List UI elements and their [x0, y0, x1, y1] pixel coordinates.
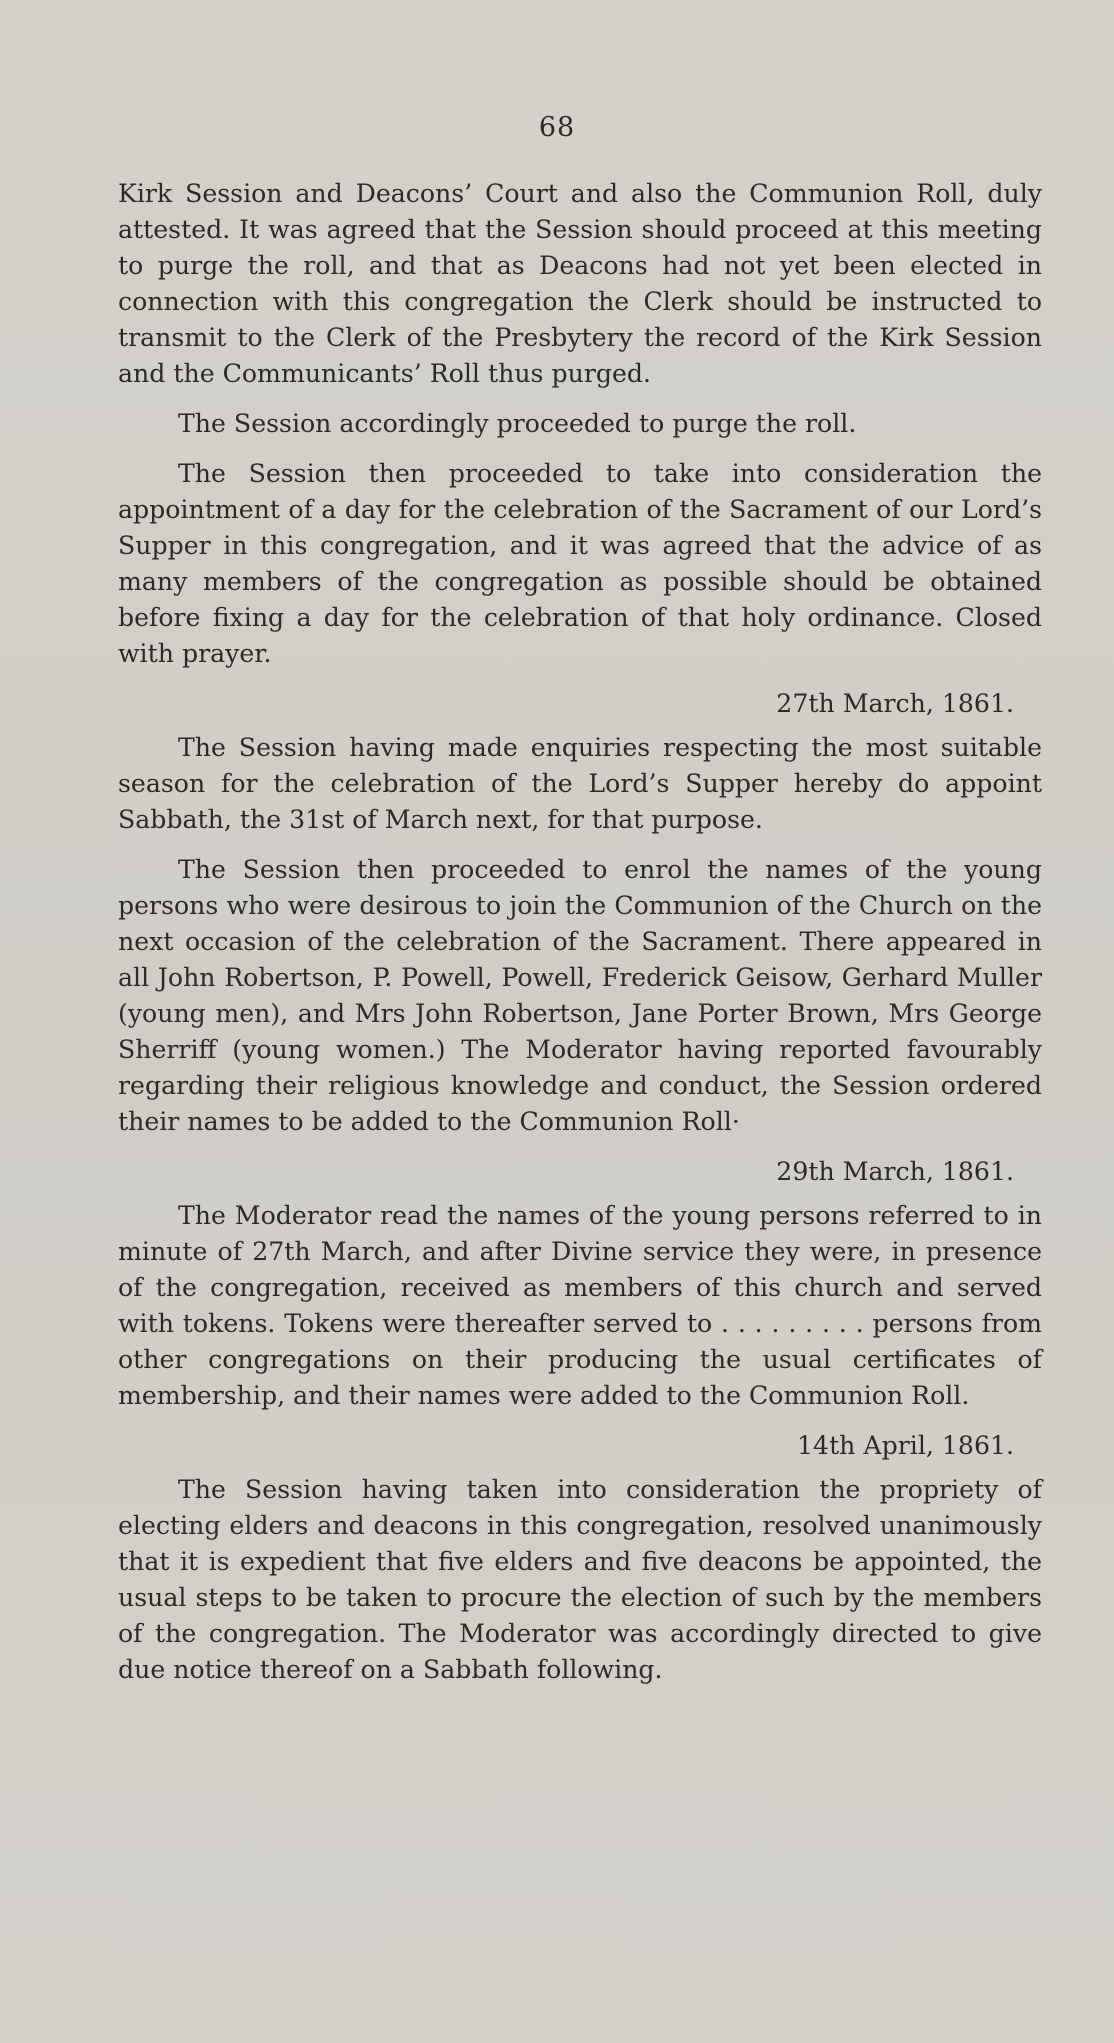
paragraph-sacrament-day: The Session then proceeded to take into consideration the appointment of a day for the celebration of the Sacrament of our Lord’s Supper in this congregation, and it was agreed that the advice of as many members of the congregation as possible should be obtained before fixing a day for the celebration of that holy ordinance. Closed with prayer. [118, 459, 1042, 668]
page-number: 68 [538, 112, 576, 143]
paragraph-elders-deacons: The Session having taken into consideration the propriety of electing elders and deacons in this congregation, resolved unanimously that it is expedient that five elders and five deacons be appointed, the usual steps to be taken to procure the election of such by the members of the congregation. The Moderator was accordingly directed to give due notice thereof on a Sabbath following. [118, 1475, 1042, 1684]
paragraph-appoint-sabbath: The Session having made enquiries respecting the most suitable season for the celebration of the Lord’s Supper hereby do appoint Sabbath, the 31st of March next, for that purpose. [118, 733, 1042, 834]
paragraph-purge-roll: The Session accordingly proceeded to purge the roll. [178, 409, 857, 438]
date-heading-27-march: 27th March, 1861. [776, 689, 1014, 718]
paragraph-tokens: The Moderator read the names of the young persons referred to in minute of 27th March, and after Divine service they were, in presence of the congregation, received as members of this church and served with tokens. Tokens were thereafter served to . . . . . . . . . persons from other congregations on their producing the usual certificates of membership, and their names were added to the Communion Roll. [118, 1201, 1042, 1410]
paragraph-enrol-names: The Session then proceeded to enrol the names of the young persons who were desirous to join the Communion of the Church on the next occasion of the celebration of the Sacrament. There appeared in all John Robertson, P. Powell, Powell, Frederick Geisow, Gerhard Muller (young men), and Mrs John Robertson, Jane Porter Brown, Mrs George Sherriff (young women.) The Moderator having reported favourably regarding their religious knowledge and conduct, the Session ordered their names to be added to the Communion Roll· [118, 855, 1042, 1136]
date-heading-29-march: 29th March, 1861. [776, 1157, 1014, 1186]
paragraph-continuation: Kirk Session and Deacons’ Court and also the Communion Roll, duly attested. It was agreed that the Session should proceed at this meeting to purge the roll, and that as Deacons had not yet been elected in connection with this congregation the Clerk should be instructed to transmit to the Clerk of the Presbytery the record of the Kirk Session and the Communicants’ Roll thus purged. [118, 179, 1042, 388]
date-heading-14-april: 14th April, 1861. [797, 1431, 1014, 1460]
body-text [118, 176, 1042, 1702]
